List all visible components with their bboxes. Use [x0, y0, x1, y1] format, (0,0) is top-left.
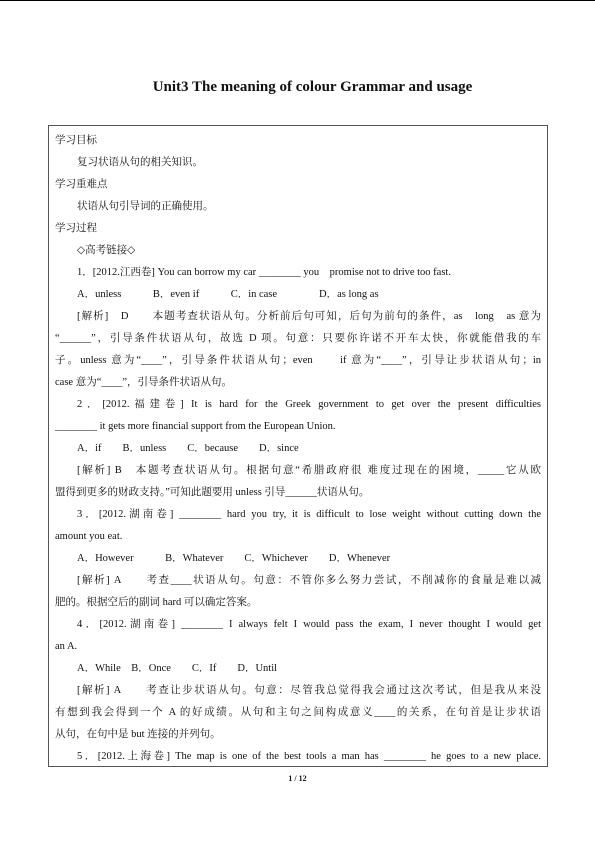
question-3-line-2: amount you eat.	[55, 531, 123, 542]
question-2-line-1: 2．[2012.福建卷] It is hard for the Greek government to get over the present difficulties	[77, 399, 541, 410]
content-box	[48, 125, 548, 767]
analysis-1-line-3: 子。unless 意为“____”，引导条件状语从句；even if 意为“____”，引导让步状语从句；in	[55, 355, 541, 366]
content-lines	[49, 126, 547, 766]
page-title: Unit3 The meaning of colour Grammar and usage	[152, 79, 473, 95]
question-4-line-2: an A.	[55, 641, 78, 652]
question-2-line-2: ________ it gets more financial support from the European Union.	[55, 421, 336, 432]
options-1: A．unless B．even if C．in case D．as long as	[77, 289, 379, 300]
analysis-4-line-1: [解析] A 考查让步状语从句。句意：尽管我总觉得我会通过这次考试，但是我从来没	[77, 685, 541, 696]
analysis-4-line-2: 有想到我会得到一个 A 的好成绩。从句和主句之间构成意义____的关系，在句首是让步状语	[55, 707, 541, 718]
analysis-1-line-1: [解析] D 本题考查状语从句。分析前后句可知，后句为前句的条件，as long as 意为	[77, 311, 541, 322]
goals-text: 复习状语从句的相关知识。	[77, 157, 203, 168]
analysis-1-line-4: case 意为“____”，引导条件状语从句。	[55, 377, 233, 388]
analysis-3-line-1: [解析] A 考查____状语从句。句意：不管你多么努力尝试，不削减你的食量是难以减	[77, 575, 541, 586]
keypoints-text: 状语从句引导词的正确使用。	[77, 201, 214, 212]
question-5-line-1: 5．[2012.上海卷] The map is one of the best tools a man has ________ he goes to a new place.	[77, 751, 541, 762]
analysis-2-line-1: [解析] B 本题考查状语从句。根据句意“希腊政府很 难度过现在的困境，_____它从欧	[77, 465, 541, 476]
top-rule	[0, 0, 595, 1]
options-3: A．However B．Whatever C．Whichever D．Whenever	[77, 553, 391, 564]
page-number: 1 / 12	[288, 774, 307, 783]
question-4-line-1: 4．[2012.湖南卷] ________ I always felt I would pass the exam, I never thought I would get	[77, 619, 541, 630]
heading-process: 学习过程	[55, 223, 97, 234]
options-4: A．While B．Once C．If D．Until	[77, 663, 278, 674]
question-3-line-1: 3．[2012.湖南卷] ________ hard you try, it is difficult to lose weight without cutting down the	[77, 509, 541, 520]
options-2: A．if B．unless C．because D．since	[77, 443, 299, 454]
heading-keypoints: 学习重难点	[55, 179, 108, 190]
question-1: 1．[2012.江西卷] You can borrow my car ________ you promise not to drive too fast.	[77, 267, 451, 278]
analysis-3-line-2: 肥的。根据空后的副词 hard 可以确定答案。	[55, 597, 258, 608]
section-link: ◇高考链接◇	[77, 245, 136, 256]
analysis-1-line-2: “______”，引导条件状语从句，故选 D 项。句意：只要你许诺不开车太快，你就能借我的车	[55, 333, 541, 344]
heading-goals: 学习目标	[55, 135, 97, 146]
analysis-4-line-3: 从句，在句中是 but 连接的并列句。	[55, 729, 221, 740]
analysis-2-line-2: 盟得到更多的财政支持。”可知此题要用 unless 引导______状语从句。	[55, 487, 370, 498]
